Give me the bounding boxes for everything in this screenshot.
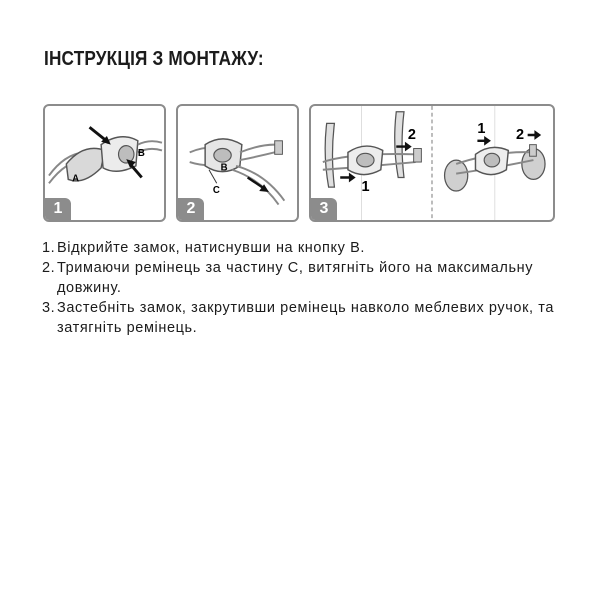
instruction-panel-2: [176, 104, 299, 222]
instruction-panel-3: [309, 104, 555, 222]
step-text: Тримаючи ремінець за частину C, витягніть його на максимальну довжину.: [57, 260, 534, 296]
step-number-1: 1: [477, 121, 486, 138]
label-b: B: [137, 148, 145, 160]
list-item: [42, 238, 562, 258]
label-a: A: [72, 173, 80, 185]
step-number-2: 2: [516, 126, 525, 143]
step-number-2: 2: [407, 126, 416, 143]
instruction-steps: [42, 238, 562, 338]
step-number: 3.: [42, 300, 56, 316]
instruction-panel-1: [43, 104, 166, 222]
list-item: [42, 298, 562, 338]
step-number-1: 1: [361, 179, 370, 196]
step-number: 2.: [42, 260, 56, 276]
page-title: ІНСТРУКЦІЯ З МОНТАЖУ:: [44, 48, 264, 70]
panel-number: 1: [45, 198, 71, 220]
mounting-illustration: [311, 106, 553, 220]
label-c: C: [212, 184, 220, 196]
list-item: [42, 258, 562, 298]
step-text: Застебніть замок, закрутивши ремінець навколо меблевих ручок, та затягніть ремінець.: [57, 300, 555, 336]
label-b: B: [220, 162, 228, 174]
step-number: 1.: [42, 240, 56, 256]
panel-number: 2: [178, 198, 204, 220]
panel-number: 3: [311, 198, 337, 220]
step-text: Відкрийте замок, натиснувши на кнопку B.: [57, 240, 365, 256]
